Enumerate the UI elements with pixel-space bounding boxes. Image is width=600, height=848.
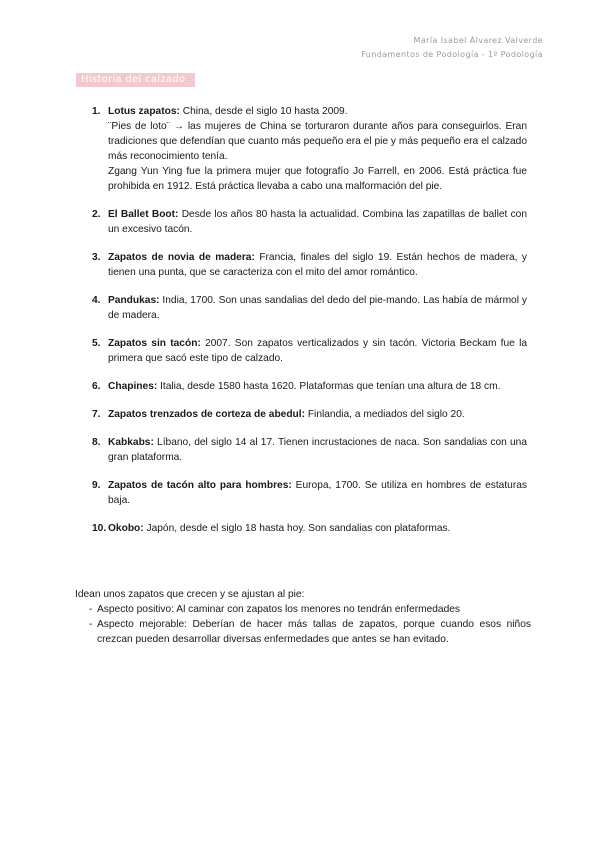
item-name: Lotus zapatos: [108,106,180,117]
conclusion-section [75,587,531,647]
item-name: Zapatos sin tacón: [108,338,201,349]
list-item [92,104,527,194]
item-text: India, 1700. Son unas sandalias del dedo del pie-mando. Las había de mármol y de madera. [108,295,527,321]
item-name: Chapines: [108,381,158,392]
item-name: Zapatos de tacón alto para hombres: [108,480,292,491]
item-content [108,478,527,508]
list-item [92,293,527,323]
item-number: 9. [92,480,101,491]
list-item [92,435,527,465]
item-content [108,521,527,536]
item-text: 2007. Son zapatos verticalizados y sin tacón. Victoria Beckam fue la primera que sacó este tipo de calzado. [108,338,527,364]
bullet-text: Aspecto mejorable: Deberían de hacer más tallas de zapatos, porque cuando esos niños crezcan pueden desarrollar diversas enfermedades que antes se han evitado. [97,619,531,645]
bullet-item [75,602,531,617]
item-number: 10. [92,523,107,534]
item-content [108,293,527,323]
item-content [108,379,527,394]
header-course: Fundamentos de Podología - 1º Podología [361,50,543,59]
item-number: 8. [92,437,101,448]
item-number: 1. [92,106,101,117]
item-number: 4. [92,295,101,306]
item-text: China, desde el siglo 10 hasta 2009. [179,106,348,117]
list-item [92,407,527,422]
item-number: 5. [92,338,101,349]
bullet-text: Aspecto positivo: Al caminar con zapatos los menores no tendrán enfermedades [97,604,460,615]
list-item [92,207,527,237]
item-content [108,207,527,237]
item-name: El Ballet Boot: [108,209,179,220]
item-name: Zapatos de novia de madera: [108,252,255,263]
conclusion-intro: Idean unos zapatos que crecen y se ajustan al pie: [75,589,305,600]
item-name: Zapatos trenzados de corteza de abedul: [108,409,305,420]
item-text: Francia, finales del siglo 19. Están hechos de madera, y tienen una punta, que se caracteriza con el mito del amor romántico. [108,252,527,278]
item-text: Líbano, del siglo 14 al 17. Tienen incrustaciones de naca. Son sandalias con una gran plataforma. [108,437,527,463]
item-text: Europa, 1700. Se utiliza en hombres de estaturas baja. [108,480,527,506]
conclusion-bullets [75,602,531,647]
item-extra: Zgang Yun Ying fue la primera mujer que fotografío Jo Farrell, en 2006. Está práctica fue prohibida en 1912. Está práctica llevaba a cabo una malformación del pie. [108,166,527,192]
item-content [108,407,527,422]
list-item [92,379,527,394]
item-number: 7. [92,409,101,420]
bullet-dash: - [89,604,93,615]
page-header [361,34,543,62]
list-item [92,478,527,508]
item-content [108,435,527,465]
item-content [108,250,527,280]
item-number: 3. [92,252,101,263]
shoe-history-list [92,104,527,549]
list-item [92,336,527,366]
bullet-item [75,617,531,647]
list-item [92,521,527,536]
item-name: Okobo: [108,523,144,534]
list-item [92,250,527,280]
item-text: Japón, desde el siglo 18 hasta hoy. Son sandalias con plataformas. [143,523,451,534]
header-author: María Isabel Álvarez Valverde [413,36,543,45]
item-content [108,336,527,366]
bullet-dash: - [89,619,93,630]
item-text: Desde los años 80 hasta la actualidad. Combina las zapatillas de ballet con un excesivo tacón. [108,209,527,235]
item-number: 6. [92,381,101,392]
item-number: 2. [92,209,101,220]
item-name: Kabkabs: [108,437,154,448]
section-title: Historia del calzado [76,73,195,87]
item-text: Italia, desde 1580 hasta 1620. Plataformas que tenían una altura de 18 cm. [157,381,501,392]
item-content [108,104,527,194]
item-name: Pandukas: [108,295,160,306]
item-text: Finlandia, a mediados del siglo 20. [305,409,465,420]
item-extra: ¨Pies de loto¨ → las mujeres de China se torturaron durante años para conseguirlos. Eran tradiciones que defendían que cuanto más pequeño era el pie y más pequeño era el calzado más reconocimiento tenía. [108,121,527,162]
